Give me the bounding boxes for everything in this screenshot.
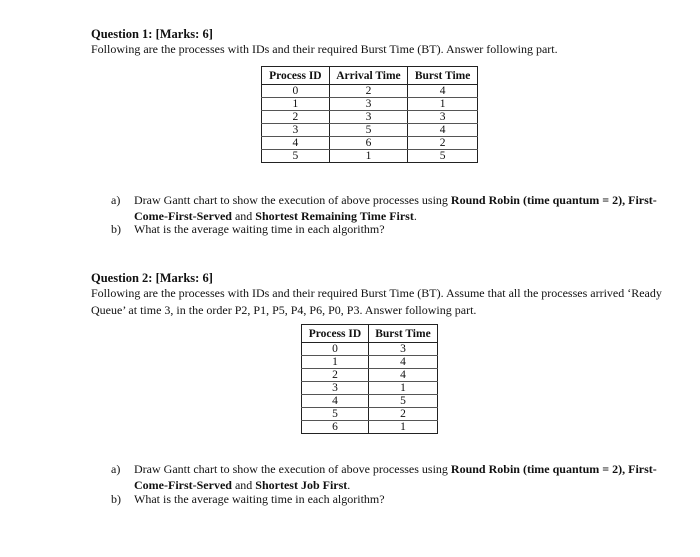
q2-part-b-text: What is the average waiting time in each algorithm? <box>134 492 385 506</box>
q2-table-body <box>302 343 438 434</box>
table-row <box>302 382 438 395</box>
q2-part-a-rr: Round Robin (time quantum = 2), First- <box>450 462 657 476</box>
q2-table-header-row <box>302 325 438 343</box>
q1-intro: Following are the processes with IDs and their required Burst Time (BT). Answer following part. <box>91 42 558 56</box>
q2-part-b-label: b) <box>111 492 121 506</box>
q2-part-b <box>111 491 671 507</box>
q1-part-a-fcfs: Come-First-Served <box>134 209 232 223</box>
table-cell: 2 <box>262 111 330 124</box>
table-row <box>262 98 478 111</box>
q2-process-table <box>301 324 438 434</box>
q2-intro <box>91 285 671 319</box>
table-cell: 4 <box>368 369 437 382</box>
table-cell: 0 <box>262 85 330 98</box>
q1-part-a-text <box>134 192 657 224</box>
q1-part-a-label: a) <box>111 193 121 207</box>
q1-part-a-end: . <box>413 209 417 223</box>
table-cell: 5 <box>408 150 478 163</box>
q2-part-a <box>111 461 671 495</box>
table-row <box>302 343 438 356</box>
table-cell: 3 <box>329 111 407 124</box>
q2-part-a-and: and <box>231 478 256 492</box>
table-row <box>302 421 438 434</box>
table-row <box>302 369 438 382</box>
table-cell: 3 <box>302 382 369 395</box>
q1-part-b-label: b) <box>111 222 121 236</box>
table-cell: 2 <box>368 408 437 421</box>
q1-table-header-row <box>262 67 478 85</box>
table-cell: 5 <box>302 408 369 421</box>
q1-header-process-id: Process ID <box>262 67 330 85</box>
table-cell: 3 <box>262 124 330 137</box>
table-cell: 2 <box>302 369 369 382</box>
q2-intro-line2: Queue’ at time 3, in the order P2, P1, P5, P4, P6, P0, P3. Answer following part. <box>91 303 477 317</box>
table-cell: 5 <box>329 124 407 137</box>
table-row <box>302 356 438 369</box>
q2-title: Question 2: [Marks: 6] <box>91 271 213 285</box>
table-cell: 3 <box>408 111 478 124</box>
table-cell: 4 <box>408 85 478 98</box>
table-cell: 0 <box>302 343 369 356</box>
table-cell: 5 <box>368 395 437 408</box>
q1-process-table <box>261 66 478 163</box>
q1-header-burst-time: Burst Time <box>408 67 478 85</box>
q1-part-a-srtf: Shortest Remaining Time First <box>255 209 414 223</box>
q2-intro-line1: Following are the processes with IDs and their required Burst Time (BT). Assume that all the processes arrived ‘Ready <box>91 286 662 300</box>
table-row <box>262 111 478 124</box>
table-cell: 3 <box>368 343 437 356</box>
q1-header-arrival-time: Arrival Time <box>329 67 407 85</box>
table-cell: 1 <box>368 382 437 395</box>
table-row <box>262 137 478 150</box>
table-cell: 4 <box>302 395 369 408</box>
table-cell: 1 <box>329 150 407 163</box>
table-cell: 1 <box>408 98 478 111</box>
q1-part-a-rr: Round Robin (time quantum = 2), First- <box>450 193 657 207</box>
table-cell: 3 <box>329 98 407 111</box>
table-row <box>262 150 478 163</box>
table-cell: 2 <box>408 137 478 150</box>
table-cell: 2 <box>329 85 407 98</box>
table-row <box>262 85 478 98</box>
q1-part-b-text: What is the average waiting time in each algorithm? <box>134 222 385 236</box>
q1-part-b <box>111 221 671 237</box>
table-cell: 1 <box>262 98 330 111</box>
q1-part-a-and: and <box>231 209 256 223</box>
q2-part-a-label: a) <box>111 462 121 476</box>
q2-header-burst-time: Burst Time <box>368 325 437 343</box>
q2-part-a-end: . <box>347 478 351 492</box>
table-cell: 4 <box>262 137 330 150</box>
q1-title: Question 1: [Marks: 6] <box>91 27 213 41</box>
table-cell: 6 <box>302 421 369 434</box>
q2-header-process-id: Process ID <box>302 325 369 343</box>
table-cell: 4 <box>408 124 478 137</box>
table-row <box>302 395 438 408</box>
q2-part-a-sjf: Shortest Job First <box>255 478 348 492</box>
q2-part-a-text <box>134 461 657 493</box>
table-row <box>302 408 438 421</box>
table-cell: 4 <box>368 356 437 369</box>
q2-part-a-pre: Draw Gantt chart to show the execution of above processes using <box>134 462 451 476</box>
table-cell: 5 <box>262 150 330 163</box>
table-row <box>262 124 478 137</box>
q1-part-a-pre: Draw Gantt chart to show the execution of above processes using <box>134 193 451 207</box>
q1-table-body <box>262 85 478 163</box>
q2-part-a-fcfs: Come-First-Served <box>134 478 232 492</box>
table-cell: 1 <box>368 421 437 434</box>
table-cell: 6 <box>329 137 407 150</box>
table-cell: 1 <box>302 356 369 369</box>
